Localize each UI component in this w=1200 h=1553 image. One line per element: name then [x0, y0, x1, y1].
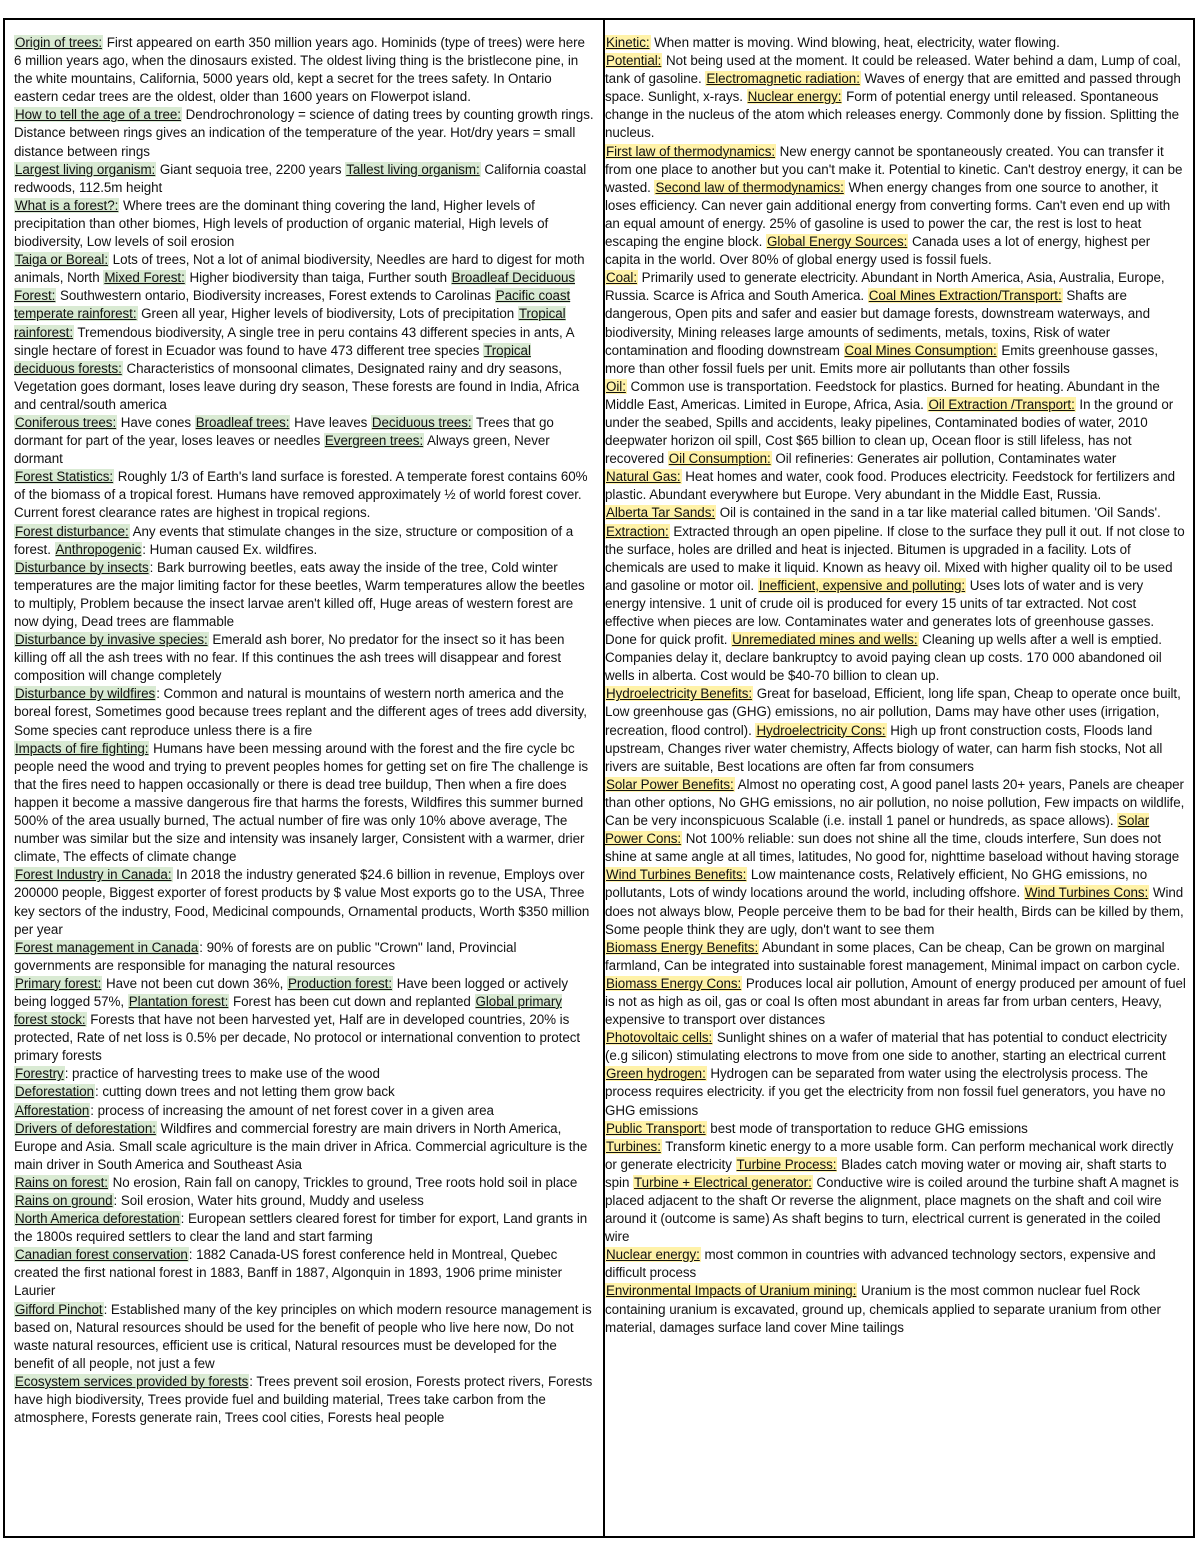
term-label: Oil Extraction /Transport: [928, 396, 1075, 412]
note-solar-power-benefits [605, 777, 1184, 828]
term-definition: Hydrogen can be separated from water using the electrolysis process. The process requires electricity. if you get the electricity from non fossil fuel generators, you have no GHG emissions [605, 1066, 1166, 1118]
term-label: Oil: [606, 378, 626, 394]
term-label: Plantation forest: [128, 993, 229, 1009]
term-definition: : practice of harvesting trees to make use of the wood [64, 1066, 380, 1082]
note-broadleaf-trees [195, 415, 371, 430]
note-environmental-impacts-of-uranium-mining [605, 1283, 1161, 1334]
term-definition: Humans have been messing around with the forest and the fire cycle bc people need the wood and trying to prevent peoples homes for getting set on fire The challenge is that the fires need to happen occasionally or there is dead tree buildup, Then when a fire does happen it become a massive dangerous fire that harms the forests, Wildfires this summer burned 500% of the area usually burned, The actual number of fire was only 10% above average, The number was similar but the size and intensity was insanely larger, Consistent with a warmer, drier climate, The effects of climate change [14, 740, 589, 865]
term-label: Taiga or Boreal: [15, 252, 108, 268]
term-label: Forestry [15, 1066, 64, 1082]
term-definition: Almost no operating cost, A good panel lasts 20+ years, Panels are cheaper than other options, No GHG emissions, no air pollution, no noise pollution, Few impacts on wildlife, Can be very inconspicuous Scalable (i.e. install 1 panel or hundreds, as space allows). [605, 776, 1185, 829]
term-label: Coniferous trees: [15, 414, 117, 430]
term-definition: Waves of energy that are emitted and passed through space. Sunlight, x-rays. [605, 71, 1181, 105]
term-label: Afforestation [15, 1102, 90, 1118]
forests-notes-column [5, 20, 605, 1536]
term-definition: Lots of trees, Not a lot of animal biodiversity, Needles are hard to digest for moth animals, North [14, 252, 585, 286]
term-label: Pacific coast temperate rainforest: [14, 288, 571, 322]
term-label: Solar Power Benefits: [606, 776, 734, 792]
term-definition: Primarily used to generate electricity. Abundant in North America, Asia, Australia, Europe, Russia. Scarce is Africa and South America. [605, 270, 1165, 304]
term-label: Disturbance by invasive species: [15, 632, 208, 648]
term-definition: Abundant in some places, Can be cheap, Can be grown on marginal farmland, Can be integrated into sustainable forest management, Minimal impact on carbon cycle. [605, 939, 1181, 973]
term-label: Production forest: [287, 975, 393, 991]
note-deforestation [14, 1084, 395, 1099]
note-forest-industry-in-canada [14, 867, 589, 936]
term-definition: Emits greenhouse gasses, more than other fossil fuels per unit. Emits more air pollutants than other fossils [605, 342, 1158, 376]
term-label: Public Transport: [606, 1120, 706, 1136]
term-label: Broadleaf trees: [195, 414, 290, 430]
term-label: Turbine Process: [736, 1156, 837, 1172]
term-label: Forest management in Canada [15, 939, 199, 955]
term-label: Gifford Pinchot [15, 1301, 103, 1317]
term-label: Forest disturbance: [15, 523, 129, 539]
term-definition: Wind does not always blow, People perceive them to be bad for their health, Birds can be killed by them, Some people think they are ugly, don't want to see them [605, 885, 1184, 937]
term-definition: Emerald ash borer, No predator for the insect so it has been killing off all the ash trees with no fear. If this continues the ash trees will disappear and forest composition will change completely [14, 632, 565, 684]
term-label: Mixed Forest: [104, 270, 185, 286]
note-green-hydrogen [605, 1066, 1165, 1117]
note-largest-living-organism [14, 162, 345, 177]
term-label: Coal: [606, 270, 638, 286]
term-label: Kinetic: [606, 35, 650, 50]
term-definition: New energy cannot be spontaneously created. You can transfer it from one place to another but you can't make it. Potential to kinetic. Can't destroy energy, it can be wasted. [605, 143, 1183, 195]
term-definition: Any events that stimulate changes in the size, structure or composition of a forest. [14, 523, 574, 557]
term-label: Inefficient, expensive and polluting: [758, 577, 966, 593]
term-label: Rains on forest: [15, 1174, 108, 1190]
note-oil-consumption [668, 451, 1116, 466]
term-definition: High up front construction costs, Floods land upstream, Changes river water chemistry, Affects biology of water, can harm fish stocks, Not all rivers are suitable, Best locations are often far from consumers [605, 722, 1163, 774]
term-label: Biomass Energy Cons: [606, 975, 742, 991]
note-nuclear-energy [605, 1247, 1156, 1280]
term-label: Second law of thermodynamics: [655, 179, 844, 195]
term-definition: Where trees are the dominant thing covering the land, Higher levels of precipitation than other biomes, High levels of production of organic material, High levels of biodiversity, Low levels of soil erosion [14, 197, 549, 250]
term-label: Turbine + Electrical generator: [634, 1174, 812, 1190]
term-definition: Form of potential energy until released. Spontaneous change in the nucleus of the atom which releases energy. Commonly done by fission. Splitting the nucleus. [605, 89, 1180, 141]
term-label: First law of thermodynamics: [606, 143, 776, 159]
term-label: Disturbance by wildfires [15, 686, 156, 702]
note-afforestation [14, 1103, 494, 1118]
note-mixed-forest [103, 270, 450, 285]
note-alberta-tar-sands [605, 505, 1161, 520]
term-definition: Canada uses a lot of energy, highest per capita in the world. Over 80% of global energy used is fossil fuels. [605, 234, 1151, 268]
term-label: Tallest living organism: [346, 161, 480, 177]
note-coniferous-trees [14, 415, 195, 430]
note-public-transport [605, 1121, 1028, 1136]
term-definition: Dendrochronology = science of dating trees by counting growth rings. Distance between rings gives an indication of the temperature of the year. Hot/dry years = small distance between rings [14, 107, 594, 159]
study-sheet [3, 18, 1195, 1538]
term-label: Unremediated mines and wells: [732, 632, 918, 648]
note-gifford-pinchot [14, 1302, 592, 1371]
note-disturbance-by-invasive-species [14, 632, 564, 683]
term-label: Global primary forest stock: [14, 993, 562, 1028]
term-label: What is a forest?: [15, 197, 119, 213]
term-definition: Heat homes and water, cook food. Produces electricity. Feedstock for fertilizers and plastic. Abundant everywhere but Europe. Very abundant in the Middle East, Russia. [605, 469, 1175, 503]
term-label: Wind Turbines Benefits: [606, 867, 747, 883]
term-label: Turbines: [606, 1138, 661, 1154]
term-definition: Low maintenance costs, Relatively efficient, No GHG emissions, no pollutants, Lots of windy locations around the world, including offshore. [605, 867, 1148, 901]
term-definition: Wildfires and commercial forestry are main drivers in North America, Europe and Asia. Small scale agriculture is the main driver in Africa. Commercial agriculture is the main driver in South America and Southeast Asia [14, 1120, 588, 1172]
term-label: Drivers of deforestation: [15, 1120, 156, 1136]
term-definition: Not being used at the moment. It could be released. Water behind a dam, Lump of coal, tank of gasoline. [605, 53, 1181, 87]
note-natural-gas [605, 469, 1175, 502]
term-label: Hydroelectricity Benefits: [606, 686, 753, 702]
note-forestry [14, 1066, 380, 1081]
term-label: Environmental Impacts of Uranium mining: [606, 1283, 857, 1299]
note-primary-forest [14, 976, 287, 991]
term-label: Biomass Energy Benefits: [606, 939, 759, 955]
term-label: Alberta Tar Sands: [606, 505, 716, 521]
note-impacts-of-fire-fighting [14, 741, 588, 865]
term-definition: First appeared on earth 350 million years ago. Hominids (type of trees) were here 6 million years ago, when the dinosaurs existed. The oldest living thing is the bristlecone pine, in the white mountains, California, 5000 years old, kept a secret for the trees safety. In Ontario eastern cedar trees are the oldest, older than 1600 years on Flowerpot island. [14, 35, 585, 105]
note-origin-of-trees [14, 35, 585, 104]
term-label: Origin of trees: [15, 35, 103, 50]
term-label: Oil Consumption: [668, 451, 771, 467]
term-definition: : process of increasing the amount of net forest cover in a given area [90, 1102, 494, 1118]
note-kinetic [605, 35, 1060, 50]
term-definition: : Common and natural is mountains of western north america and the boreal forest, Sometimes good because trees replant and the different ages of trees add diversity, Some species cant reproduce unless there is a fire [14, 686, 587, 738]
energy-notes-column [605, 20, 1193, 1536]
note-how-to-tell-the-age-of-a-tree [14, 107, 594, 158]
term-label: Largest living organism: [15, 161, 156, 177]
note-disturbance-by-wildfires [14, 686, 587, 737]
term-label: Primary forest: [15, 975, 102, 991]
term-definition: : European settlers cleared forest for timber for export, Land grants in the 1800s required settlers to clear the land and start farming [14, 1211, 588, 1245]
term-label: North America deforestation [15, 1211, 180, 1227]
term-definition: Cleaning up wells after a well is emptied. Companies delay it, declare bankruptcy to avoid paying clean up costs. 170 000 abandoned oil wells in alberta. Cost would be $40-70 billion to clean up. [605, 632, 1162, 684]
term-definition: California coastal redwoods, 112.5m height [14, 161, 587, 195]
term-label: Potential: [606, 53, 662, 69]
note-photovoltaic-cells [605, 1030, 1167, 1063]
term-definition: most common in countries with advanced technology sectors, expensive and difficult process [605, 1247, 1156, 1281]
term-definition: Have not been cut down 36%, [102, 975, 287, 991]
term-label: Natural Gas: [606, 469, 681, 485]
term-definition: In 2018 the industry generated $24.6 billion in revenue, Employs over 200000 people, Biggest exporter of forest products by $ value Most exports go to the USA, Three key sectors of the industry, Food, Medicinal compounds, Ornamental products, Worth $350 million per year [14, 867, 590, 937]
term-definition: When matter is moving. Wind blowing, heat, electricity, water flowing. [650, 35, 1060, 50]
term-definition: Conductive wire is coiled around the turbine shaft A magnet is placed adjacent to the shaft Or reverse the alignment, place magnets on the shaft and coil wire around it (outcome is same) As shaft begins to turn, electrical current is generated in the coiled wire [605, 1174, 1179, 1245]
term-definition: Higher biodiversity than taiga, Further south [185, 270, 451, 286]
term-definition: Transform kinetic energy to a more usable form. Can perform mechanical work directly or generate electricity [605, 1138, 1174, 1172]
term-definition: : 1882 Canada-US forest conference held in Montreal, Quebec created the first national forest in 1883, Banff in 1887, Algonquin in 1893, 1906 prime minister Laurier [14, 1247, 563, 1299]
term-label: Green hydrogen: [606, 1066, 706, 1082]
term-definition: : Trees prevent soil erosion, Forests protect rivers, Forests have high biodiversity, Trees provide fuel and building material, Trees take carbon from the atmosphere, Forests generate rain, Trees cool cities, Forests heal people [14, 1373, 593, 1426]
term-definition: : Established many of the key principles on which modern resource management is based on, Natural resources should be used for the benefit of people who live here now, Do not waste natural resources, efficient use is critical, Natural resources must be developed for the benefit of all people, not just a few [14, 1301, 592, 1371]
term-definition: Produces local air pollution, Amount of energy produced per amount of fuel is not as high as oil, gas or coal Is often most abundant in areas far from urban centers, Heavy, expensive to transport over distances [605, 975, 1186, 1028]
note-drivers-of-deforestation [14, 1121, 587, 1172]
note-rains-on-forest [14, 1175, 577, 1190]
term-definition: : Soil erosion, Water hits ground, Muddy and useless [113, 1193, 424, 1208]
term-label: Hydroelectricity Cons: [756, 722, 886, 738]
term-label: Forest Statistics: [15, 469, 114, 485]
term-definition: Have cones [117, 414, 195, 430]
note-rains-on-ground [14, 1193, 424, 1208]
note-disturbance-by-insects [14, 560, 585, 629]
note-forest-management-in-canada [14, 940, 516, 973]
term-label: Ecosystem services provided by forests [15, 1373, 249, 1389]
term-definition: Giant sequoia tree, 2200 years [156, 161, 346, 177]
term-definition: Tremendous biodiversity, A single tree in peru contains 43 different species in ants, A single hectare of forest in Ecuador was found to have 473 different tree species [14, 324, 574, 358]
term-label: Anthropogenic [55, 541, 142, 557]
note-what-is-a-forest [14, 198, 548, 249]
note-turbine-electrical-generator [605, 1175, 1179, 1244]
term-definition: Oil is contained in the sand in a tar like material called bitumen. 'Oil Sands'. [716, 505, 1161, 521]
term-definition: When energy changes from one source to another, it loses efficiency. Can never gain additional energy from converting forms. Can't even end up with an equal amount of energy. 25% of gasoline is used to power the car, the rest is lost to heat escaping the engine block. [605, 179, 1171, 250]
term-definition: : cutting down trees and not letting them grow back [95, 1084, 395, 1100]
note-plantation-forest [128, 994, 475, 1009]
note-canadian-forest-conservation [14, 1247, 562, 1298]
term-definition: Forest has been cut down and replanted [229, 993, 475, 1009]
term-label: Deforestation [15, 1084, 94, 1100]
term-label: Broadleaf Deciduous Forest: [14, 270, 576, 304]
term-definition: Shafts are dangerous, Open pits and safer and easier but damage forests, downstream waterways, and biodiversity, Mining releases large amounts of sediments, metals, toxins, Risk of water contamination and flooding downstream [605, 288, 1150, 358]
term-label: Disturbance by insects [15, 559, 149, 575]
term-definition: : Bark burrowing beetles, eats away the inside of the tree, Cold winter temperatures are the major limiting factor for these beetles, Warm temperatures allow the beetles to multiply, Problem because the insect larvae aren't killed off, Huge areas of western forest are now dying, Dead trees are flammable [14, 559, 585, 629]
term-definition: : Human caused Ex. wildfires. [142, 541, 318, 557]
term-label: Tropical deciduous forests: [14, 342, 531, 376]
term-label: Photovoltaic cells: [606, 1030, 713, 1046]
term-definition: Always green, Never dormant [14, 433, 550, 467]
term-label: Nuclear energy: [606, 1247, 700, 1263]
term-label: Rains on ground [15, 1193, 113, 1208]
note-north-america-deforestation [14, 1211, 587, 1244]
term-label: Solar Power Cons: [605, 813, 1150, 847]
note-biomass-energy-benefits [605, 940, 1180, 973]
note-biomass-energy-cons [605, 976, 1186, 1027]
term-definition: Extracted through an open pipeline. If close to the surface they pull it out. If not close to the surface, holes are drilled and heat is injected. Bitumen is upgraded in a facility. Lots of chemicals are used to make it liquid. Known as heavy oil. Mixed with higher quality oil to be used and gasoline or motor oil. [605, 523, 1185, 593]
term-definition: Forests that have not been harvested yet, Half are in developed countries, 20% is protected, Rate of net loss is 0.5% per decade, No protocol or international convention to protect primary forests [14, 1012, 581, 1064]
term-label: Evergreen trees: [324, 433, 424, 449]
term-label: How to tell the age of a tree: [15, 107, 181, 123]
term-definition: Blades catch moving water or moving air, shaft starts to spin [605, 1156, 1167, 1190]
term-definition: Southwestern ontario, Biodiversity increases, Forest extends to Carolinas [56, 288, 495, 304]
term-definition: : 90% of forests are on public "Crown" land, Provincial governments are responsible for managing the natural resources [14, 939, 517, 973]
term-label: Nuclear energy: [747, 89, 842, 105]
note-forest-statistics [14, 469, 587, 520]
term-label: Deciduous trees: [371, 414, 472, 430]
term-definition: Green all year, Higher levels of biodiversity, Lots of precipitation [137, 306, 518, 322]
note-ecosystem-services-provided-by-forests [14, 1374, 592, 1425]
term-definition: Uses lots of water and is very energy intensive. 1 unit of crude oil is produced for every 15 units of tar extracted. Not cost effective when pieces are low. Contaminates water and generates lots of greenhouse gasses. Done for quick profit. [605, 577, 1155, 648]
term-label: Coal Mines Extraction/Transport: [868, 288, 1062, 304]
term-definition: Characteristics of monsoonal climates, Designated rainy and dry seasons, Vegetation goes dormant, loses leave during dry season, These forests are found in India, Africa and central/south america [14, 360, 580, 412]
term-label: Global Energy Sources: [766, 234, 908, 250]
term-definition: best mode of transportation to reduce GHG emissions [706, 1120, 1028, 1136]
term-definition: In the ground or under the seabed, Spills and accidents, leaky pipelines, Contaminated bodies of water, 2010 deepwater horizon oil spill, Cost $65 billion to clean up, Ocean floor is still lifeless, has not recovered [605, 396, 1174, 467]
term-label: Extraction: [606, 523, 669, 539]
term-label: Impacts of fire fighting: [15, 740, 149, 756]
term-label: Coal Mines Consumption: [844, 342, 997, 358]
term-definition: Have leaves [290, 414, 371, 430]
term-definition: Roughly 1/3 of Earth's land surface is forested. A temperate forest contains 60% of the biomass of a tropical forest. Humans have removed approximately ½ of world forest cover. Current forest clearance rates are highest in tropical regions. [14, 469, 588, 521]
term-label: Electromagnetic radiation: [706, 71, 860, 87]
term-definition: Not 100% reliable: sun does not shine all the time, clouds interfere, Sun does not shine at same angle at all times, latitudes, No good for, nighttime baseload without having storage [605, 831, 1180, 865]
term-definition: Oil refineries: Generates air pollution, Contaminates water [771, 451, 1117, 467]
term-definition: Sunlight shines on a wafer of material that has potential to conduct electricity (e.g silicon) stimulating electrons to move from one side to another, starting an electrical current [605, 1030, 1167, 1064]
term-label: Forest Industry in Canada: [15, 867, 172, 883]
term-definition: Have been logged or actively being logged 57%, [14, 975, 569, 1009]
term-definition: Uranium is the most common nuclear fuel Rock containing uranium is excavated, ground up, chemicals applied to separate uranium from other material, damages surface land cover Mine tailings [605, 1283, 1161, 1335]
term-label: Tropical rainforest: [14, 306, 566, 340]
term-label: Wind Turbines Cons: [1024, 885, 1149, 901]
term-definition: Common use is transportation. Feedstock for plastics. Burned for heating. Abundant in the Middle East, Americas. Limited in Europe, Africa, Asia. [605, 378, 1160, 412]
term-label: Canadian forest conservation [15, 1247, 188, 1263]
note-anthropogenic [55, 542, 318, 557]
term-definition: Great for baseload, Efficient, long life span, Cheap to operate once built, Low greenhouse gas (GHG) emissions, no air pollution, Dams may have other uses (irrigation, recreation, flood control). [605, 686, 1181, 738]
term-definition: Trees that go dormant for part of the year, loses leaves or needles [14, 414, 554, 449]
term-definition: No erosion, Rain fall on canopy, Trickles to ground, Tree roots hold soil in place [108, 1174, 578, 1190]
